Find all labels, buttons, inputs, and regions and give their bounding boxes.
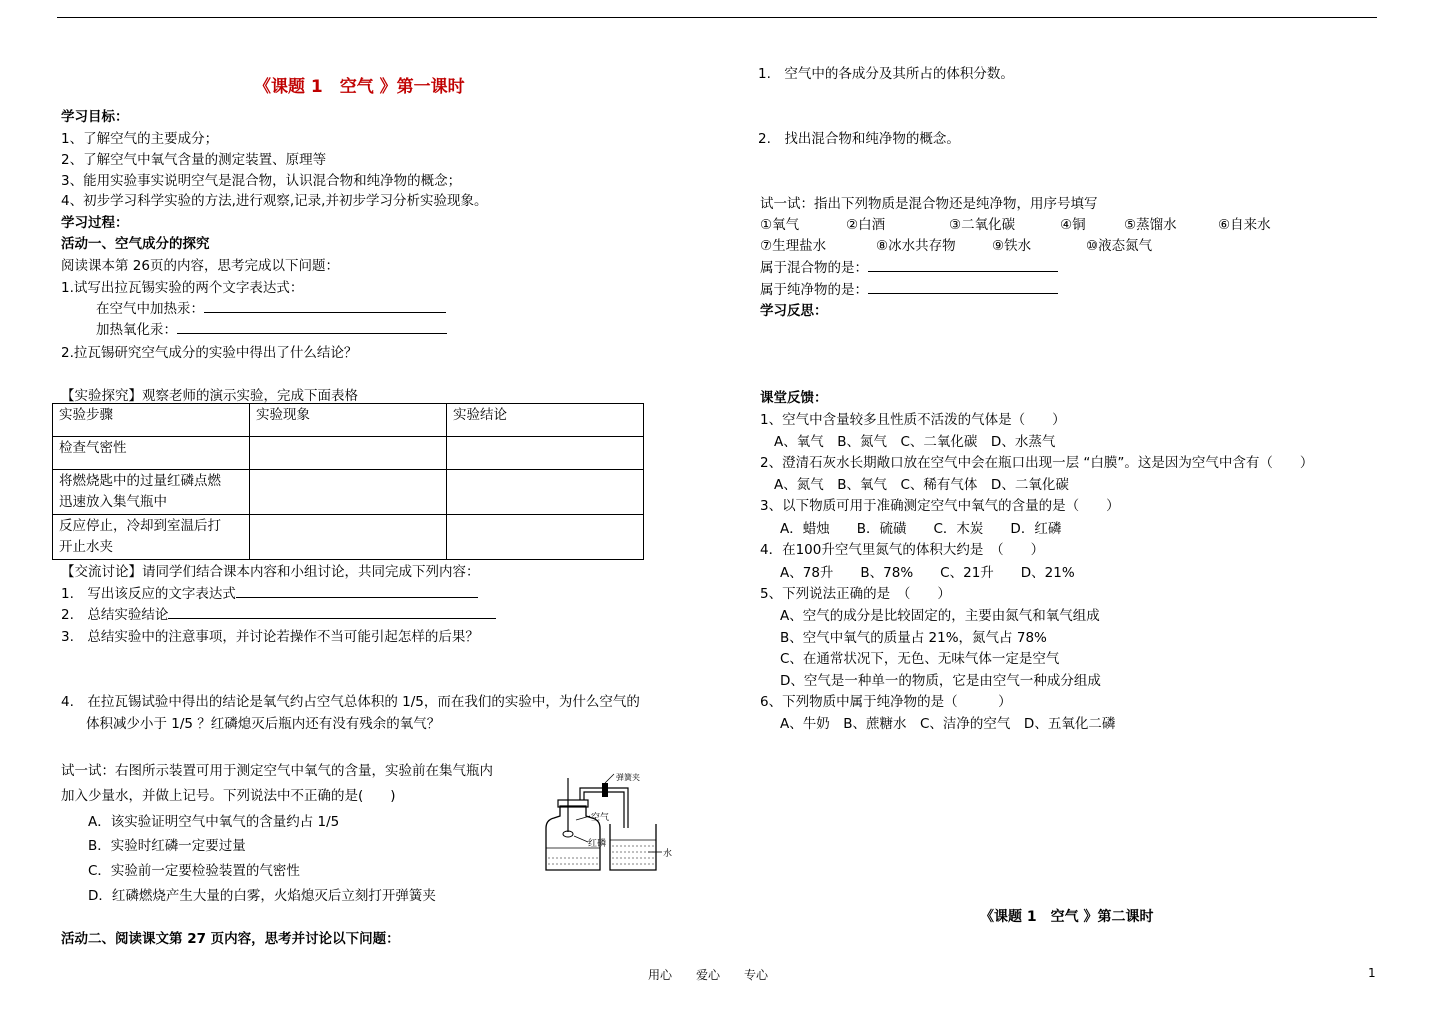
question-1b: 加热氧化汞： — [96, 318, 447, 338]
feedback-option: C、在通常状况下，无色、无味气体一定是空气 — [780, 651, 1060, 667]
feedback-option: D、空气是一种单一的物质，它是由空气一种成分组成 — [780, 673, 1101, 689]
substance-item: ⑥自来水 — [1218, 217, 1271, 233]
answer-blank[interactable] — [168, 604, 496, 619]
discussion-2: 2. 总结实验结论 — [61, 603, 496, 623]
substance-item: ⑩液态氮气 — [1086, 238, 1153, 254]
table-cell: 检查气密性 — [53, 437, 250, 470]
experiment-intro: 【实验探究】观察老师的演示实验，完成下面表格 — [61, 388, 358, 404]
table-cell[interactable] — [250, 470, 447, 515]
substance-item: ④铜 — [1060, 217, 1086, 233]
feedback-option: B、空气中氧气的质量占 21%，氮气占 78% — [780, 630, 1047, 646]
goals-heading: 学习目标： — [61, 109, 129, 125]
page-number: 1 — [1368, 966, 1376, 980]
reading-instruction: 阅读课本第 26页的内容，思考完成以下问题： — [61, 258, 339, 274]
substance-item: ⑨铁水 — [992, 238, 1032, 254]
table-cell[interactable] — [447, 470, 644, 515]
discussion-intro: 【交流讨论】请同学们结合课本内容和小组讨论，共同完成下列内容： — [61, 564, 480, 580]
feedback-options: A、牛奶 B、蔗糖水 C、洁净的空气 D、五氧化二磷 — [780, 716, 1116, 732]
answer-blank[interactable] — [236, 583, 478, 598]
answer-blank[interactable] — [868, 257, 1058, 272]
substance-item: ⑧冰水共存物 — [876, 238, 956, 254]
question-2: 2.拉瓦锡研究空气成分的实验中得出了什么结论？ — [61, 345, 358, 361]
answer-blank[interactable] — [177, 319, 447, 334]
table-cell: 将燃烧匙中的过量红磷点燃 迅速放入集气瓶中 — [53, 470, 250, 515]
answer-blank[interactable] — [868, 279, 1058, 294]
feedback-options: A、氮气 B、氧气 C、稀有气体 D、二氧化碳 — [774, 477, 1069, 493]
pure-answer: 属于纯净物的是： — [760, 278, 1058, 298]
try-question-line1: 试一试：右图所示装置可用于测定空气中氧气的含量，实验前在集气瓶内 — [61, 763, 493, 779]
table-header-cell: 实验结论 — [447, 404, 644, 437]
table-row — [53, 437, 644, 470]
figure-label-water: 水 — [663, 849, 673, 859]
table-cell[interactable] — [447, 515, 644, 560]
feedback-question: 4．在100升空气里氮气的体积大约是 （ ） — [760, 542, 1045, 558]
substance-item: ⑦生理盐水 — [760, 238, 827, 254]
question-1a: 在空气中加热汞： — [96, 297, 446, 317]
substance-item: ⑤蒸馏水 — [1124, 217, 1177, 233]
feedback-options: A、78升 B、78% C、21升 D、21% — [780, 565, 1075, 581]
feedback-question: 2、澄清石灰水长期敞口放在空气中会在瓶口出现一层 “白膜”。这是因为空气中含有（ ） — [760, 455, 1314, 471]
try-option-d: D．红磷燃烧产生大量的白雾，火焰熄灭后立刻打开弹簧夹 — [88, 888, 436, 904]
mixture-answer: 属于混合物的是： — [760, 256, 1058, 276]
process-heading: 学习过程： — [61, 215, 129, 231]
substance-item: ②白酒 — [846, 217, 886, 233]
substance-item: ①氧气 — [760, 217, 800, 233]
figure-label-clamp: 弹簧夹 — [616, 773, 640, 782]
experiment-table — [52, 403, 644, 560]
feedback-options: A．蜡烛 B．硫磺 C．木炭 D．红磷 — [780, 521, 1062, 537]
right-question-1: 1. 空气中的各成分及其所占的体积分数。 — [758, 66, 1014, 82]
figure-label-phosphorus: 红磷 — [588, 839, 607, 849]
table-cell[interactable] — [250, 515, 447, 560]
feedback-question: 6、下列物质中属于纯净物的是（ ） — [760, 694, 1012, 710]
goal-item: 4、初步学习科学实验的方法,进行观察,记录,并初步学习分析实验现象。 — [61, 193, 488, 209]
question-1: 1.试写出拉瓦锡实验的两个文字表达式： — [61, 280, 304, 296]
table-cell: 反应停止，冷却到室温后打 开止水夹 — [53, 515, 250, 560]
try-option-b: B．实验时红磷一定要过量 — [88, 838, 246, 854]
answer-blank[interactable] — [204, 298, 446, 313]
try-classify-heading: 试一试：指出下列物质是混合物还是纯净物，用序号填写 — [760, 196, 1098, 212]
discussion-3: 3. 总结实验中的注意事项，并讨论若操作不当可能引起怎样的后果？ — [61, 629, 479, 645]
second-lesson-title: 《课题 1 空气 》第二课时 — [980, 909, 1154, 925]
try-question-line2: 加入少量水，并做上记号。下列说法中不正确的是( ) — [61, 788, 396, 804]
table-header-cell: 实验步骤 — [53, 404, 250, 437]
discussion-4-line1: 4. 在拉瓦锡试验中得出的结论是氧气约占空气总体积的 1/5，而在我们的实验中，为什么空气的 — [61, 694, 640, 710]
feedback-options: A、氧气 B、氮气 C、二氧化碳 D、水蒸气 — [774, 434, 1056, 450]
table-cell[interactable] — [447, 437, 644, 470]
table-header-cell: 实验现象 — [250, 404, 447, 437]
try-option-a: A．该实验证明空气中氧气的含量约占 1/5 — [88, 814, 340, 830]
goal-item: 1、了解空气的主要成分； — [61, 131, 219, 147]
goal-item: 2、了解空气中氧气含量的测定装置、原理等 — [61, 152, 327, 168]
apparatus-figure — [538, 770, 678, 874]
reflection-heading: 学习反思： — [760, 303, 828, 319]
feedback-option: A、空气的成分是比较固定的，主要由氮气和氧气组成 — [780, 608, 1100, 624]
discussion-1: 1. 写出该反应的文字表达式 — [61, 582, 478, 602]
feedback-question: 3、以下物质可用于准确测定空气中氧气的含量的是（ ） — [760, 498, 1120, 514]
table-row — [53, 515, 644, 560]
activity-two-heading: 活动二、阅读课文第 27 页内容，思考并讨论以下问题： — [61, 931, 400, 947]
footer-motto: 用心 爱心 专心 — [648, 968, 769, 982]
table-row — [53, 470, 644, 515]
try-option-c: C．实验前一定要检验装置的气密性 — [88, 863, 300, 879]
figure-label-air: 空气 — [591, 813, 610, 823]
feedback-heading: 课堂反馈： — [760, 390, 828, 406]
goal-item: 3、能用实验事实说明空气是混合物，认识混合物和纯净物的概念； — [61, 173, 462, 189]
activity-one-heading: 活动一、空气成分的探究 — [61, 236, 210, 252]
page-title: 《课题 1 空气 》第一课时 — [254, 77, 465, 97]
table-header-row — [53, 404, 644, 437]
header-rule — [57, 17, 1377, 18]
substance-item: ③二氧化碳 — [949, 217, 1016, 233]
feedback-question: 5、下列说法正确的是 （ ） — [760, 586, 951, 602]
table-cell[interactable] — [250, 437, 447, 470]
feedback-question: 1、空气中含量较多且性质不活泼的气体是（ ） — [760, 412, 1066, 428]
right-question-2: 2. 找出混合物和纯净物的概念。 — [758, 131, 960, 147]
discussion-4-line2: 体积减少小于 1/5 ？红磷熄灭后瓶内还有没有残余的氧气？ — [86, 716, 441, 732]
